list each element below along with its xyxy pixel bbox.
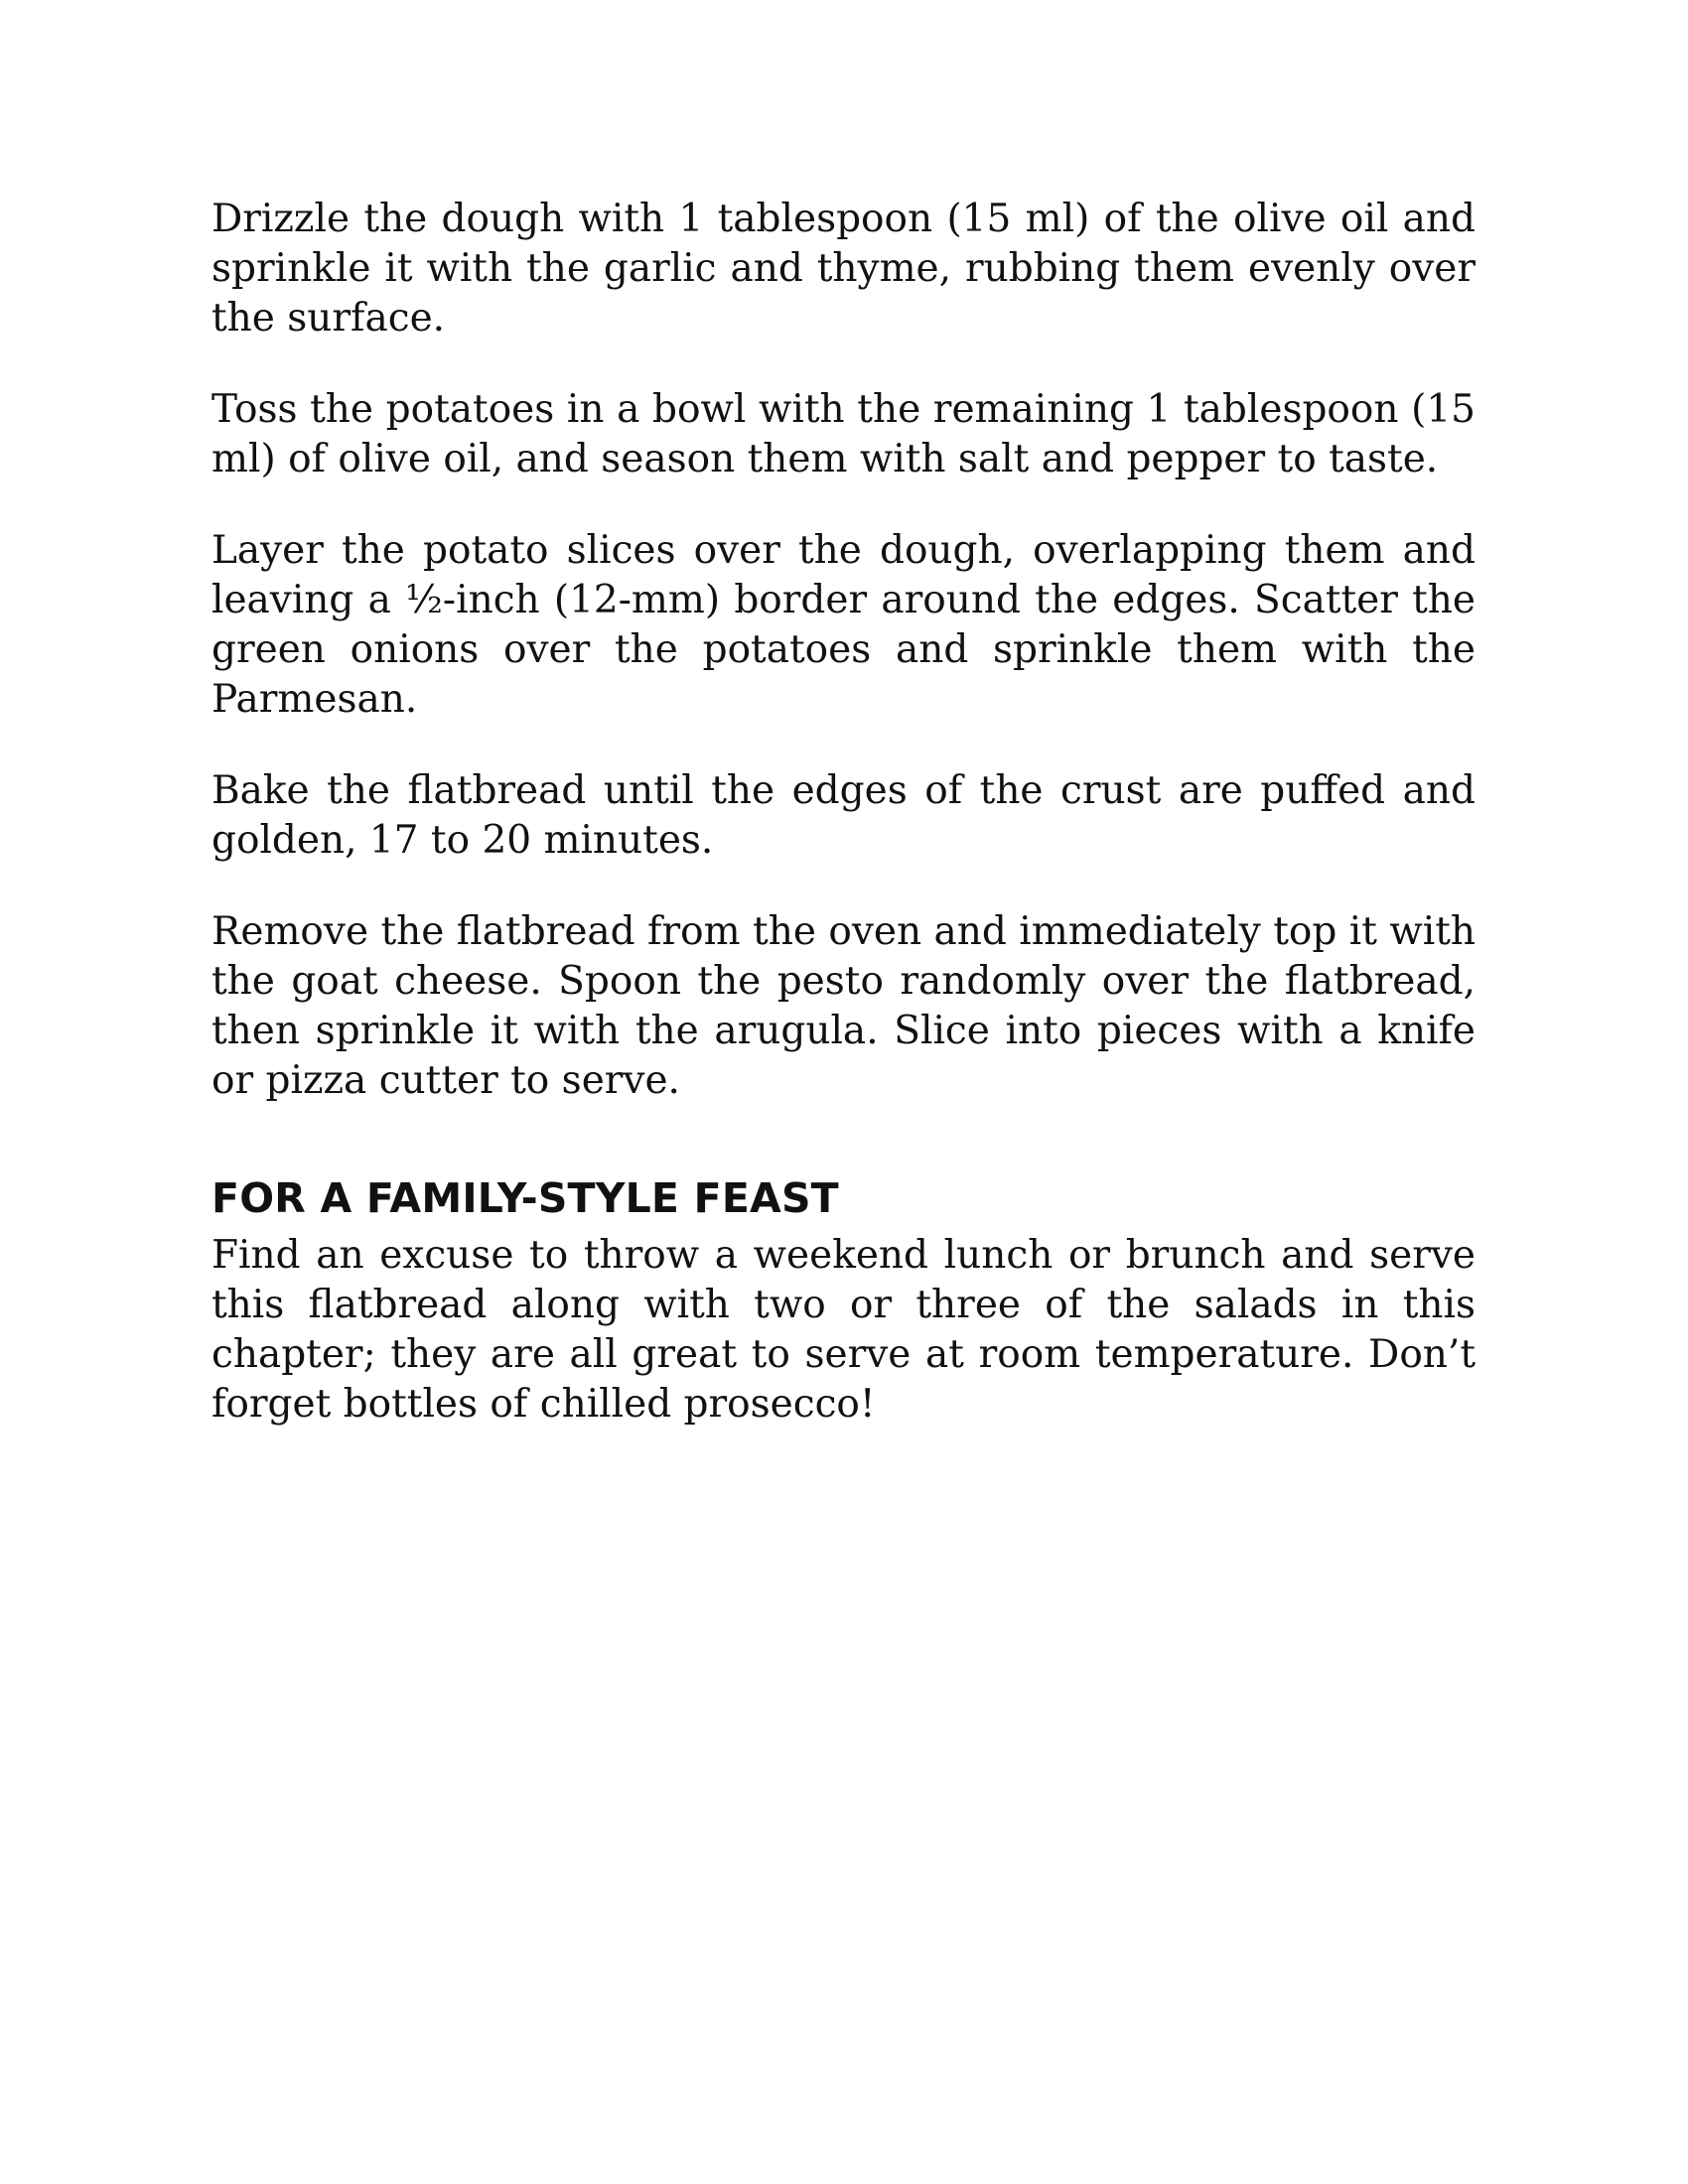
tip-body: Find an excuse to throw a weekend lunch or brunch and serve this flatbread along with two or three of the salads in this chapter; they are all great to serve at room temperature. Don’t forget bottles of chilled prosecco! (211, 1233, 1476, 1427)
recipe-step: Drizzle the dough with 1 tablespoon (15 ml) of the olive oil and sprinkle it with the garlic and thyme, rubbing them evenly over the surface. (211, 197, 1476, 341)
tip-heading: FOR A FAMILY-STYLE FEAST (211, 1174, 839, 1222)
recipe-step: Bake the flatbread until the edges of the crust are puffed and golden, 17 to 20 minutes. (211, 768, 1476, 863)
recipe-step: Toss the potatoes in a bowl with the remaining 1 tablespoon (15 ml) of olive oil, and season them with salt and pepper to taste. (211, 387, 1476, 481)
tip-section (211, 1173, 1476, 1430)
recipe-step: Layer the potato slices over the dough, overlapping them and leaving a ½-inch (12-mm) border around the edges. Scatter the green onions over the potatoes and sprinkle them with the Parmesan. (211, 528, 1476, 722)
document-page (211, 195, 1476, 1430)
recipe-steps (211, 195, 1476, 1106)
recipe-step: Remove the flatbread from the oven and immediately top it with the goat cheese. Spoon the pesto randomly over the flatbread, then sprinkle it with the arugula. Slice into pieces with a knife or pizza cutter to serve. (211, 909, 1476, 1103)
